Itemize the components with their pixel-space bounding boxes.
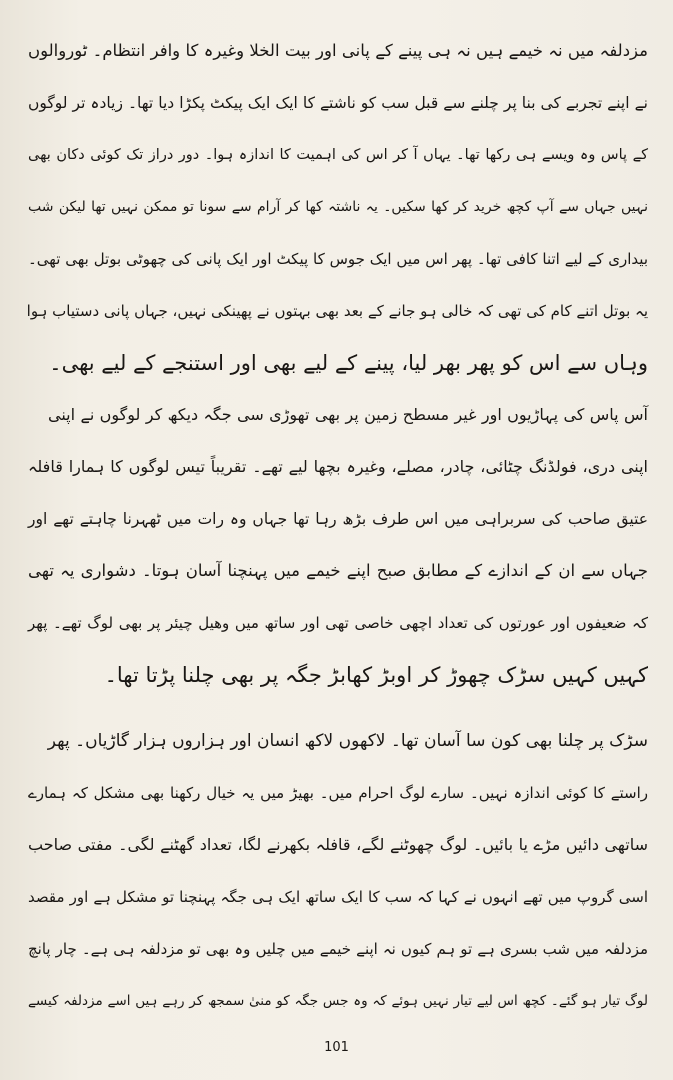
text-line: وہاں سے اس کو پھر بھر لیا، پینے کے لیے بھی اور استنجے کے لیے بھی۔ <box>49 351 648 375</box>
text-line: سڑک پر چلنا بھی کون سا آسان تھا۔ لاکھوں لاکھ انسان اور ہزاروں ہزار گاڑیاں۔ پھر <box>47 731 648 751</box>
text-line: ساتھی دائیں مڑے یا بائیں۔ لوگ چھوٹنے لگے، قافلہ بکھرنے لگا، تعداد گھٹنے لگی۔ مفتی صاحب <box>28 835 648 854</box>
text-line: کہ ضعیفوں اور عورتوں کی تعداد اچھی خاصی تھی اور ساتھ میں وھیل چیئر پر بھی لوگ تھے۔ پھر <box>28 614 648 632</box>
text-line: کے پاس وہ ویسے ہی رکھا تھا۔ یہاں آ کر اس کی اہمیت کا اندازہ ہوا۔ دور دراز تک کوئی دکان بھی <box>28 147 648 163</box>
text-line: لوگ تیار ہو گئے۔ کچھ اس لیے تیار نہیں ہوئے کہ وہ جس جگہ کو منیٰ سمجھ کر رہے ہیں اسے مزدلفہ کیسے <box>28 993 648 1009</box>
text-line: نے اپنے تجربے کی بنا پر چلنے سے قبل سب کو ناشتے کا ایک ایک پیکٹ پکڑا دیا تھا۔ زیادہ تر لوگوں <box>28 94 648 112</box>
text-line: مزدلفہ میں نہ خیمے ہیں نہ ہی پینے کے پانی اور بیت الخلا وغیرہ کا وافر انتظام۔ ٹوروالوں <box>28 41 648 60</box>
page-number: 101 <box>324 1040 349 1055</box>
text-line: عتیق صاحب کی سربراہی میں اس طرف بڑھ رہا تھا جہاں وہ رات میں ٹھہرنا چاہتے تھے اور <box>28 510 648 528</box>
text-line: یہ بوتل اتنے کام کی تھی کہ خالی ہو جانے کے بعد بھی بہتوں نے پھینکی نہیں، جہاں پانی دستیاب ہوا <box>26 302 648 320</box>
text-line: آس پاس کی پہاڑیوں اور غیر مسطح زمین پر بھی تھوڑی سی جگہ دیکھ کر لوگوں نے اپنی <box>48 405 648 424</box>
text-line: راستے کا کوئی اندازہ نہیں۔ سارے لوگ احرام میں۔ بھیڑ میں یہ خیال رکھنا بھی مشکل کہ ہمارے <box>28 784 648 802</box>
text-line: نہیں جہاں سے آپ کچھ خرید کر کھا سکیں۔ یہ ناشتہ کھا کر آرام سے سونا تو ممکن نہیں تھا لیکن شب <box>28 199 648 215</box>
text-line: کہیں کہیں سڑک چھوڑ کر اوبڑ کھابڑ جگہ پر بھی چلنا پڑتا تھا۔ <box>104 663 648 687</box>
text-line: مزدلفہ میں شب بسری ہے تو ہم کیوں نہ اپنے خیمے میں چلیں وہ بھی تو مزدلفہ ہی ہے۔ چار پانچ <box>28 940 648 958</box>
text-line: اپنی دری، فولڈنگ چٹائی، چادر، مصلے، وغیرہ بچھا لیے تھے۔ تقریباً تیس لوگوں کا ہمارا قافلہ <box>28 457 648 476</box>
text-line: بیداری کے لیے اتنا کافی تھا۔ پھر اس میں ایک جوس کا پیکٹ اور ایک پانی کی چھوٹی بوتل بھی تھی۔ <box>28 250 648 268</box>
text-line: اسی گروپ میں تھے انہوں نے کہا کہ سب کا ایک ساتھ ایک ہی جگہ پہنچنا تو مشکل ہے اور مقصد <box>28 888 648 906</box>
text-line: جہاں سے ان کے اندازے کے مطابق صبح اپنے خیمے میں پہنچنا آسان ہوتا۔ دشواری یہ تھی <box>28 561 648 580</box>
